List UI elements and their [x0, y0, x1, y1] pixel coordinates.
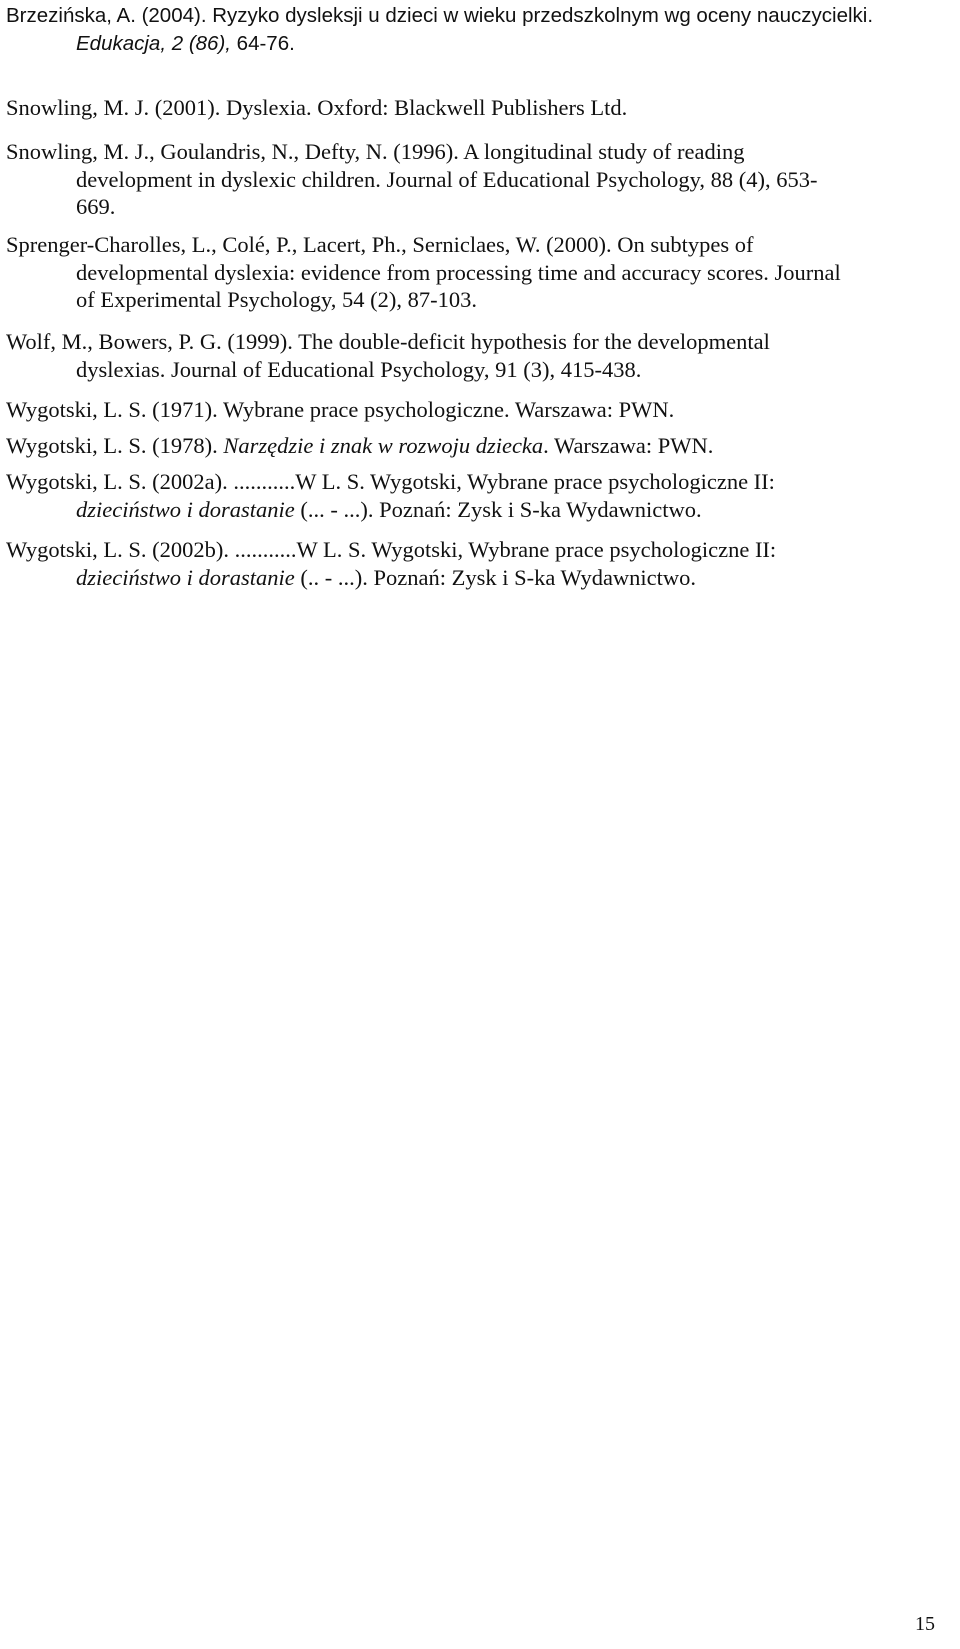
reference-lead: Brzezińska, A. (2004). Ryzyko dysleksji u dzieci w wieku przedszkolnym wg oceny nauczycielki. [6, 4, 874, 27]
reference-snowling-2001 [6, 94, 960, 122]
reference-text-line2: developmental dyslexia: evidence from processing time and accuracy scores. Journal [76, 259, 841, 285]
reference-lead: Snowling, M. J., Goulandris, N., Defty, N. (1996). A longitudinal study of reading [6, 139, 745, 164]
reference-text-line3: 669. [76, 194, 116, 219]
reference-italic: Narzędzie i znak w rozwoju dziecka [223, 433, 544, 458]
reference-tail: (... - ...). Poznań: Zysk i S-ka Wydawnictwo. [294, 496, 702, 522]
reference-lead: Sprenger-Charolles, L., Colé, P., Lacert, Ph., Serniclaes, W. (2000). On subtypes of [6, 232, 754, 257]
reference-wolf-1999 [6, 328, 960, 383]
reference-lead: Wygotski, L. S. (1978). [6, 433, 224, 458]
reference-wygotski-2002b [6, 536, 960, 591]
reference-text: Wygotski, L. S. (1971). Wybrane prace psychologiczne. Warszawa: PWN. [6, 397, 675, 422]
reference-wygotski-1971 [6, 396, 960, 424]
reference-lead: Wygotski, L. S. (2002b). ...........W L. S. Wygotski, Wybrane prace psychologiczne II: [6, 537, 777, 562]
reference-sprenger-charolles-2000 [6, 231, 960, 314]
reference-lead: Wygotski, L. S. (2002a). ...........W L. S. Wygotski, Wybrane prace psychologiczne II: [6, 469, 775, 494]
reference-snowling-1996 [6, 138, 960, 221]
reference-text-line3: of Experimental Psychology, 54 (2), 87-103. [76, 287, 477, 312]
reference-italic: dzieciństwo i dorastanie [76, 564, 295, 590]
reference-wygotski-1978 [6, 432, 960, 460]
page-number: 15 [915, 1613, 935, 1635]
reference-brzezinska-2004 [6, 2, 960, 58]
reference-text: Snowling, M. J. (2001). Dyslexia. Oxford: Blackwell Publishers Ltd. [6, 95, 628, 120]
reference-text-line2: development in dyslexic children. Journal of Educational Psychology, 88 (4), 653- [76, 166, 818, 192]
reference-lead: Wolf, M., Bowers, P. G. (1999). The double-deficit hypothesis for the developmental [6, 329, 770, 354]
reference-italic: Edukacja, 2 (86), [76, 32, 231, 55]
reference-italic: dzieciństwo i dorastanie [76, 496, 295, 522]
reference-tail: 64-76. [230, 32, 295, 55]
reference-tail: . Warszawa: PWN. [543, 433, 714, 458]
reference-wygotski-2002a [6, 468, 960, 523]
reference-tail: (.. - ...). Poznań: Zysk i S-ka Wydawnictwo. [294, 564, 697, 590]
reference-text-line2: dyslexias. Journal of Educational Psychology, 91 (3), 415-438. [76, 356, 642, 382]
